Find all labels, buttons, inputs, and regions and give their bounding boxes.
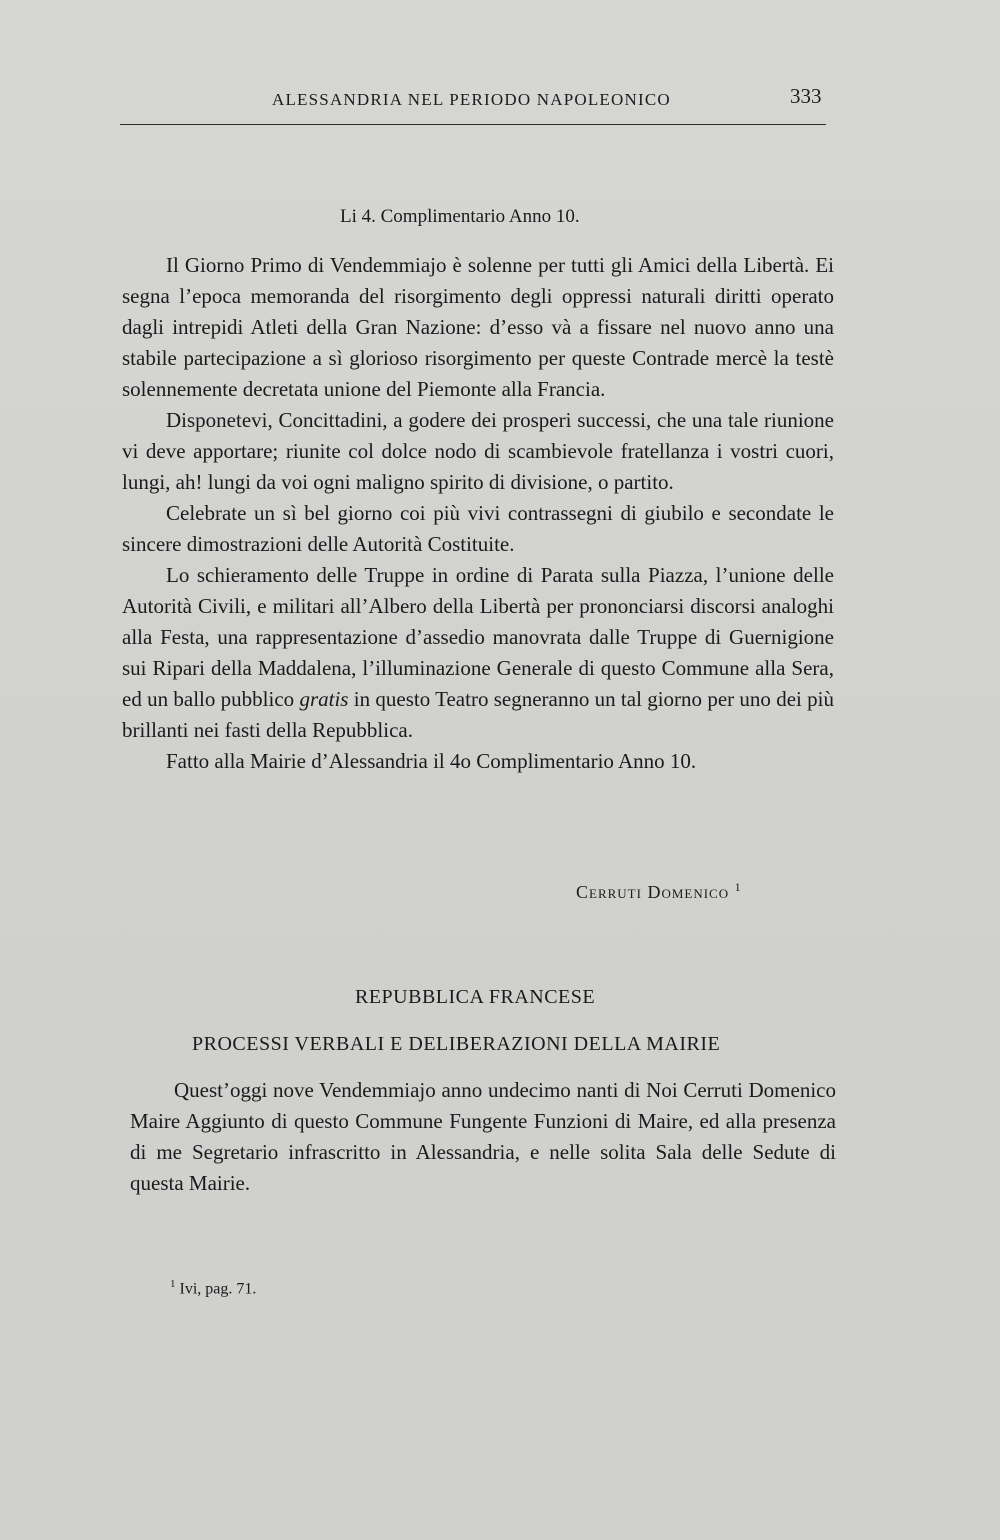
paragraph-text: in questo Teatro segneranno un tal giorno per uno dei più brillanti nei fasti della Repubblica. (122, 687, 834, 742)
signature (576, 880, 742, 903)
paragraph-text: Lo schieramento delle Truppe in ordine di Parata sulla Piazza, l’unione delle Autorità Civili, e militari all’Albero della Libertà per prononciarsi discorsi analoghi alla Festa, una rappresentazione d’assedio manovrata dalle Truppe di Guernigione sui Ripari della Maddalena, l’illuminazione Generale di questo Commune alla Sera, ed un ballo pubblico (122, 563, 834, 711)
section-title: REPUBBLICA FRANCESE (355, 986, 596, 1008)
footnote-marker: 1 (170, 1278, 176, 1290)
header-rule (120, 124, 826, 125)
paragraph: Fatto alla Mairie d’Alessandria il 4o Complimentario Anno 10. (166, 749, 697, 773)
footnote-text: Ivi, pag. 71. (179, 1280, 257, 1298)
page-number: 333 (790, 84, 822, 108)
footnote (170, 1278, 256, 1298)
paragraph: Il Giorno Primo di Vendemmiajo è solenne per tutti gli Amici della Libertà. Ei segna l’epoca memoranda del risorgimento degli oppressi naturali diritti operato dagli intrepidi Atleti della Gran Nazione: d’esso và a fissare nel nuovo anno una stabile partecipazione a sì glorioso risorgimento per queste Contrade mercè la testè solennemente decretata unione del Piemonte alla Francia. (122, 253, 834, 401)
proclamation-text (122, 250, 834, 777)
signature-name: Cerruti Domenico (576, 882, 730, 902)
paragraph: Celebrate un sì bel giorno coi più vivi contrassegni di giubilo e secondate le sincere dimostrazioni delle Autorità Costituite. (122, 501, 834, 556)
running-head: ALESSANDRIA NEL PERIODO NAPOLEONICO (272, 90, 671, 109)
paragraph (122, 560, 834, 746)
paragraph: Quest’oggi nove Vendemmiajo anno undecimo nanti di Noi Cerruti Domenico Maire Aggiunto di questo Commune Fungente Funzioni di Maire, ed alla presenza di me Segretario infrascritto in Alessandria, e nelle solita Sala delle Sedute di questa Mairie. (130, 1078, 836, 1195)
dateline: Li 4. Complimentario Anno 10. (340, 206, 580, 227)
section-subtitle: PROCESSI VERBALI E DELIBERAZIONI DELLA MAIRIE (192, 1033, 721, 1055)
italic-word: gratis (299, 687, 349, 711)
footnote-ref: 1 (734, 880, 742, 894)
minutes-text (130, 1075, 836, 1199)
paragraph: Disponetevi, Concittadini, a godere dei prosperi successi, che una tale riunione vi deve apportare; riunite col dolce nodo di scambievole fratellanza i vostri cuori, lungi, ah! lungi da voi ogni maligno spirito di divisione, o partito. (122, 408, 834, 494)
